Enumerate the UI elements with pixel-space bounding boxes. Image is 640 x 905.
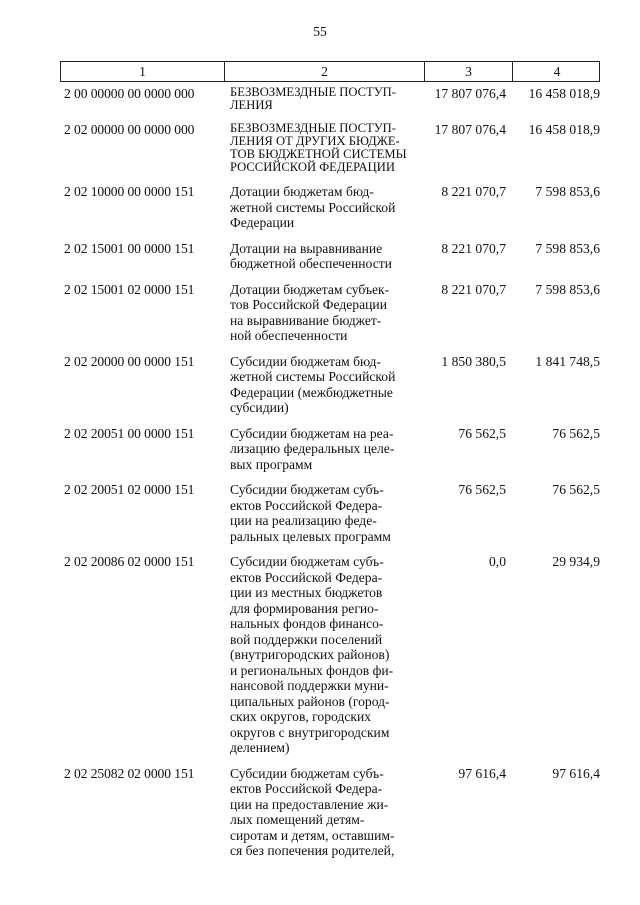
table-row	[60, 426, 600, 473]
row-code: 2 02 10000 00 0000 151	[64, 184, 195, 199]
row-code: 2 02 00000 00 0000 000	[64, 122, 195, 137]
row-name: Дотации на выравнивание бюджетной обеспеченности	[230, 240, 392, 271]
row-value-year2: 76 562,5	[552, 425, 600, 441]
row-value-year2: 7 598 853,6	[535, 184, 600, 199]
row-code: 2 00 00000 00 0000 000	[64, 86, 195, 101]
row-name: БЕЗВОЗМЕЗДНЫЕ ПОСТУП- ЛЕНИЯ	[230, 85, 396, 112]
row-value-year2: 29 934,9	[552, 554, 600, 569]
column-header-year1: 3	[425, 62, 513, 81]
row-value-year2: 76 562,5	[552, 482, 600, 497]
table-row	[60, 282, 600, 344]
row-value-year1: 17 807 076,4	[434, 122, 506, 137]
row-value-year2: 16 458 018,9	[528, 122, 600, 137]
row-code: 2 02 20051 00 0000 151	[64, 425, 195, 441]
row-name: Субсидии бюджетам на реа- лизацию федеральных целе- вых программ	[230, 425, 395, 472]
row-value-year1: 76 562,5	[458, 482, 506, 497]
table-row	[60, 554, 600, 756]
table-row	[60, 354, 600, 416]
row-value-year1: 17 807 076,4	[434, 86, 506, 101]
table-row	[60, 184, 600, 231]
table-row	[60, 766, 600, 859]
column-header-code: 1	[61, 62, 225, 81]
row-name: Субсидии бюджетам субъ- ектов Российской Федера- ции из местных бюджетов для формирования регио- нальных фондов финансо- вой поддержки поселений (внутригородских районов) и региональных фондов фи- нансовой поддержки муни- ципальных районов (город- ских округов, городских округов с внутригородским делением)	[230, 554, 394, 755]
row-name: Дотации бюджетам бюд- жетной системы Российской Федерации	[230, 184, 396, 230]
row-value-year2: 16 458 018,9	[528, 86, 600, 101]
row-value-year1: 8 221 070,7	[441, 240, 506, 256]
row-code: 2 02 15001 02 0000 151	[64, 281, 195, 297]
column-header-name: 2	[225, 62, 425, 81]
row-value-year2: 1 841 748,5	[535, 353, 600, 369]
table-body	[60, 86, 600, 869]
row-value-year1: 0,0	[489, 554, 506, 569]
table-row	[60, 122, 600, 174]
table-row	[60, 482, 600, 544]
row-code: 2 02 15001 00 0000 151	[64, 240, 195, 256]
row-name: Дотации бюджетам субъек- тов Российской Федерации на выравнивание бюджет- ной обеспеченности	[230, 281, 390, 343]
row-value-year2: 7 598 853,6	[535, 240, 600, 256]
page-number: 55	[313, 24, 327, 39]
row-name: Субсидии бюджетам бюд- жетной системы Российской Федерации (межбюджетные субсидии)	[230, 353, 396, 415]
row-code: 2 02 20051 02 0000 151	[64, 482, 195, 497]
row-code: 2 02 20086 02 0000 151	[64, 554, 195, 569]
row-name: Субсидии бюджетам субъ- ектов Российской Федера- ции на предоставление жи- лых помещений детям- сиротам и детям, оставшим- ся без попечения родителей,	[230, 765, 395, 858]
table-row	[60, 86, 600, 112]
row-code: 2 02 25082 02 0000 151	[64, 765, 195, 781]
row-value-year2: 7 598 853,6	[535, 281, 600, 297]
table-row	[60, 241, 600, 272]
row-code: 2 02 20000 00 0000 151	[64, 353, 195, 369]
column-header-year2: 4	[553, 64, 561, 79]
row-value-year1: 97 616,4	[458, 765, 506, 781]
row-value-year1: 8 221 070,7	[441, 281, 506, 297]
row-value-year1: 8 221 070,7	[441, 184, 506, 199]
row-name: БЕЗВОЗМЕЗДНЫЕ ПОСТУП- ЛЕНИЯ ОТ ДРУГИХ БЮДЖЕ- ТОВ БЮДЖЕТНОЙ СИСТЕМЫ РОССИЙСКОЙ ФЕДЕРАЦИИ	[230, 121, 407, 174]
table-header-row	[60, 61, 600, 82]
row-value-year1: 1 850 380,5	[441, 353, 506, 369]
row-name: Субсидии бюджетам субъ- ектов Российской Федера- ции на реализацию феде- ральных целевых программ	[230, 482, 391, 544]
row-value-year2: 97 616,4	[552, 765, 600, 781]
row-value-year1: 76 562,5	[458, 425, 506, 441]
